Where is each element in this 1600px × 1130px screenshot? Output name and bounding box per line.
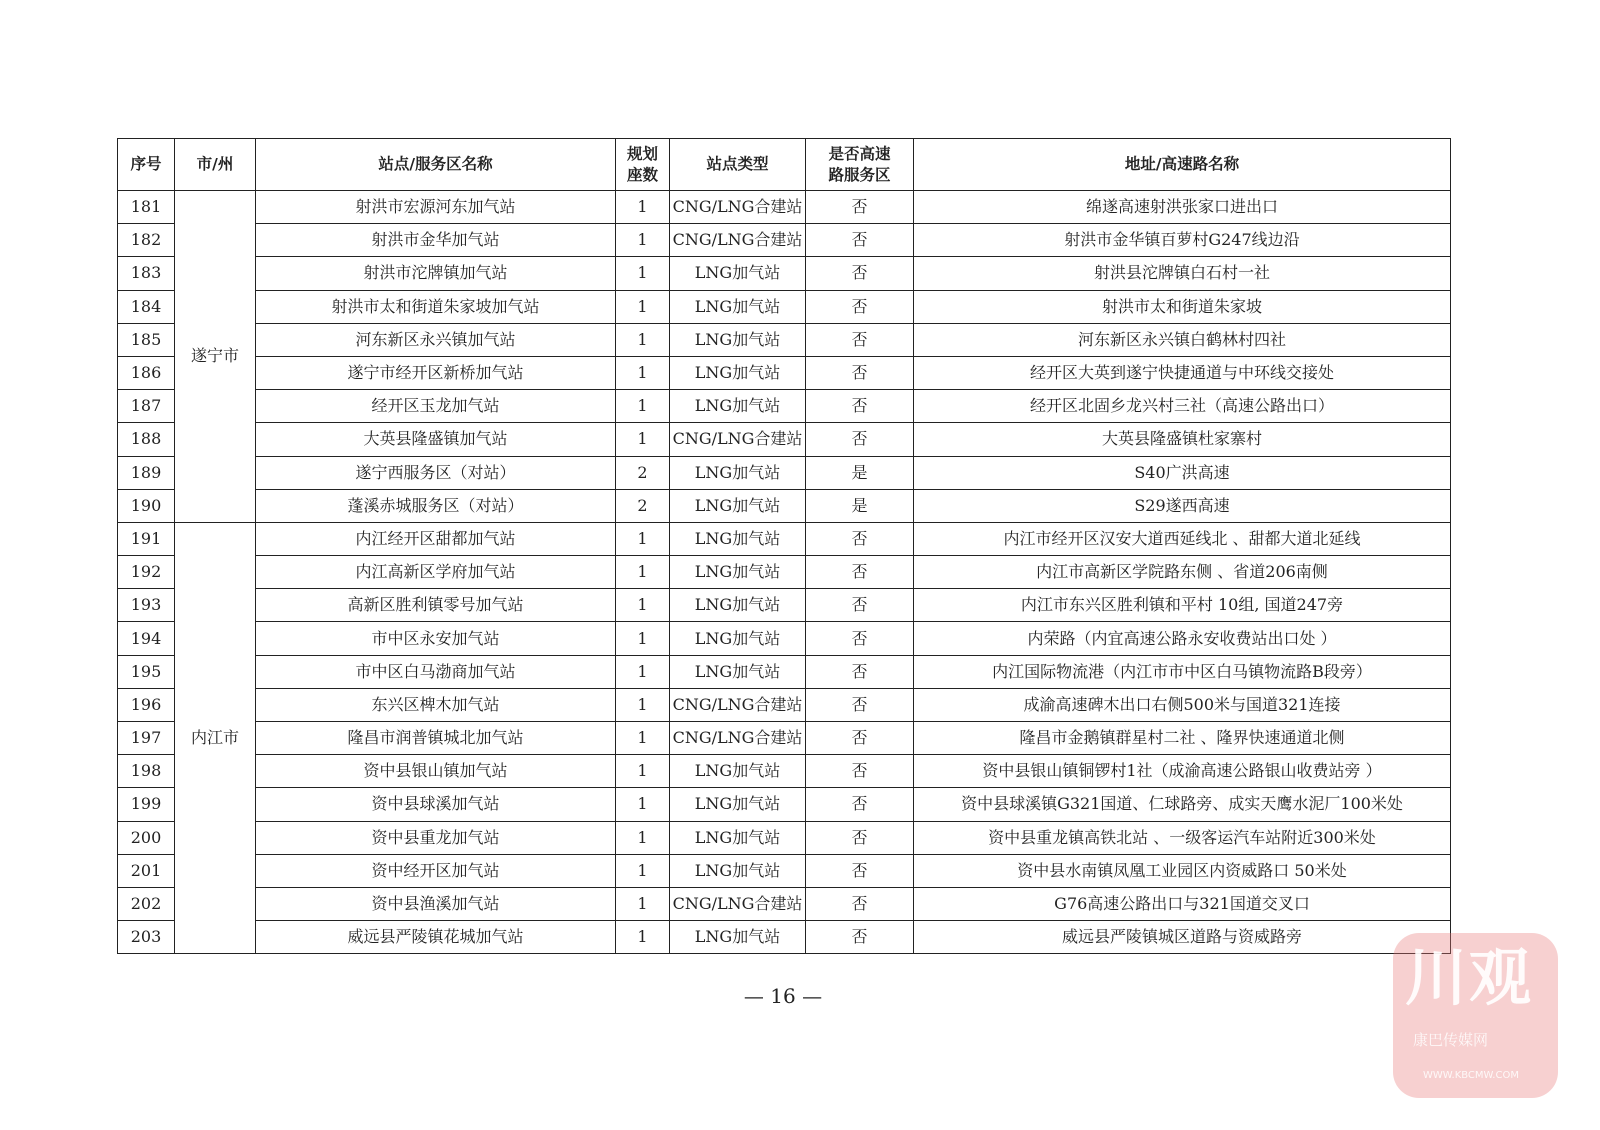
is-expressway: 否 <box>806 224 914 257</box>
row-index: 195 <box>118 655 175 688</box>
station-type: LNG加气站 <box>670 489 806 522</box>
station-type: CNG/LNG合建站 <box>670 191 806 224</box>
address: 射洪市太和街道朱家坡 <box>914 290 1451 323</box>
station-type: CNG/LNG合建站 <box>670 887 806 920</box>
planned-count: 1 <box>616 788 670 821</box>
station-type: LNG加气站 <box>670 290 806 323</box>
header-is-expressway: 是否高速 路服务区 <box>806 139 914 191</box>
planned-count: 1 <box>616 854 670 887</box>
address: 经开区大英到遂宁快捷通道与中环线交接处 <box>914 356 1451 389</box>
address: 资中县球溪镇G321国道、仁球路旁、成实天鹰水泥厂100米处 <box>914 788 1451 821</box>
address: 内江市东兴区胜利镇和平村 10组, 国道247旁 <box>914 589 1451 622</box>
station-name: 隆昌市润普镇城北加气站 <box>256 722 616 755</box>
header-index: 序号 <box>118 139 175 191</box>
station-name: 内江经开区甜都加气站 <box>256 522 616 555</box>
is-expressway: 否 <box>806 522 914 555</box>
address: 内荣路（内宜高速公路永安收费站出口处 ） <box>914 622 1451 655</box>
is-expressway: 否 <box>806 921 914 954</box>
planned-count: 1 <box>616 755 670 788</box>
watermark-logo-text: 川观 <box>1405 941 1534 1014</box>
station-type: LNG加气站 <box>670 622 806 655</box>
is-expressway: 否 <box>806 788 914 821</box>
is-expressway: 否 <box>806 556 914 589</box>
row-index: 186 <box>118 356 175 389</box>
station-type: LNG加气站 <box>670 788 806 821</box>
is-expressway: 否 <box>806 356 914 389</box>
address: 大英县隆盛镇杜家寨村 <box>914 423 1451 456</box>
address: 内江国际物流港（内江市市中区白马镇物流路B段旁） <box>914 655 1451 688</box>
planned-count: 2 <box>616 489 670 522</box>
address: 河东新区永兴镇白鹤林村四社 <box>914 323 1451 356</box>
planned-count: 1 <box>616 556 670 589</box>
row-index: 192 <box>118 556 175 589</box>
planned-count: 1 <box>616 622 670 655</box>
is-expressway: 否 <box>806 821 914 854</box>
station-name: 大英县隆盛镇加气站 <box>256 423 616 456</box>
is-expressway: 否 <box>806 589 914 622</box>
planned-count: 1 <box>616 356 670 389</box>
table-row <box>118 323 1451 356</box>
address: 绵遂高速射洪张家口进出口 <box>914 191 1451 224</box>
row-index: 193 <box>118 589 175 622</box>
planned-count: 1 <box>616 722 670 755</box>
station-name: 市中区永安加气站 <box>256 622 616 655</box>
station-name: 资中县球溪加气站 <box>256 788 616 821</box>
is-expressway: 否 <box>806 390 914 423</box>
station-name: 射洪市沱牌镇加气站 <box>256 257 616 290</box>
station-name: 射洪市宏源河东加气站 <box>256 191 616 224</box>
planned-count: 1 <box>616 224 670 257</box>
table-row <box>118 854 1451 887</box>
planned-count: 1 <box>616 323 670 356</box>
planned-count: 1 <box>616 921 670 954</box>
address: 成渝高速碑木出口右侧500米与国道321连接 <box>914 688 1451 721</box>
table-row <box>118 522 1451 555</box>
address: 隆昌市金鹅镇群星村二社 、隆界快速通道北侧 <box>914 722 1451 755</box>
row-index: 187 <box>118 390 175 423</box>
table-row <box>118 191 1451 224</box>
table-row <box>118 489 1451 522</box>
station-type: LNG加气站 <box>670 921 806 954</box>
station-name: 市中区白马渤商加气站 <box>256 655 616 688</box>
page-number: — 16 — <box>743 984 823 1008</box>
station-type: LNG加气站 <box>670 257 806 290</box>
is-expressway: 否 <box>806 257 914 290</box>
table-row <box>118 589 1451 622</box>
table-row <box>118 423 1451 456</box>
is-expressway: 否 <box>806 191 914 224</box>
row-index: 191 <box>118 522 175 555</box>
row-index: 184 <box>118 290 175 323</box>
city-cell: 遂宁市 <box>175 191 256 523</box>
station-name: 射洪市金华加气站 <box>256 224 616 257</box>
is-expressway: 是 <box>806 489 914 522</box>
station-type: LNG加气站 <box>670 589 806 622</box>
address: 内江市高新区学院路东侧 、省道206南侧 <box>914 556 1451 589</box>
station-name: 东兴区椑木加气站 <box>256 688 616 721</box>
address: S29遂西高速 <box>914 489 1451 522</box>
watermark-url-text: WWW.KBCMW.COM <box>1423 1070 1519 1081</box>
station-name: 蓬溪赤城服务区（对站） <box>256 489 616 522</box>
station-type: LNG加气站 <box>670 556 806 589</box>
row-index: 200 <box>118 821 175 854</box>
is-expressway: 否 <box>806 323 914 356</box>
station-name: 资中县银山镇加气站 <box>256 755 616 788</box>
station-name: 经开区玉龙加气站 <box>256 390 616 423</box>
table-row <box>118 755 1451 788</box>
table-row <box>118 921 1451 954</box>
watermark-sub-text: 康巴传媒网 <box>1413 1031 1489 1049</box>
station-type: LNG加气站 <box>670 456 806 489</box>
station-name: 威远县严陵镇花城加气站 <box>256 921 616 954</box>
station-name: 高新区胜利镇零号加气站 <box>256 589 616 622</box>
station-name: 遂宁西服务区（对站） <box>256 456 616 489</box>
row-index: 190 <box>118 489 175 522</box>
row-index: 203 <box>118 921 175 954</box>
station-name: 河东新区永兴镇加气站 <box>256 323 616 356</box>
address: 内江市经开区汉安大道西延线北 、甜都大道北延线 <box>914 522 1451 555</box>
station-table <box>117 138 1451 954</box>
row-index: 198 <box>118 755 175 788</box>
table-row <box>118 722 1451 755</box>
station-name: 遂宁市经开区新桥加气站 <box>256 356 616 389</box>
row-index: 196 <box>118 688 175 721</box>
city-cell: 内江市 <box>175 522 256 953</box>
station-name: 资中县渔溪加气站 <box>256 887 616 920</box>
planned-count: 1 <box>616 688 670 721</box>
planned-count: 1 <box>616 423 670 456</box>
row-index: 201 <box>118 854 175 887</box>
is-expressway: 否 <box>806 755 914 788</box>
header-station-type: 站点类型 <box>670 139 806 191</box>
row-index: 189 <box>118 456 175 489</box>
row-index: 202 <box>118 887 175 920</box>
table-row <box>118 356 1451 389</box>
station-name: 资中经开区加气站 <box>256 854 616 887</box>
planned-count: 1 <box>616 821 670 854</box>
planned-count: 1 <box>616 655 670 688</box>
station-type: CNG/LNG合建站 <box>670 688 806 721</box>
station-type: LNG加气站 <box>670 755 806 788</box>
header-city: 市/州 <box>175 139 256 191</box>
is-expressway: 否 <box>806 423 914 456</box>
station-type: CNG/LNG合建站 <box>670 722 806 755</box>
station-type: LNG加气站 <box>670 655 806 688</box>
row-index: 199 <box>118 788 175 821</box>
planned-count: 1 <box>616 191 670 224</box>
row-index: 194 <box>118 622 175 655</box>
station-type: LNG加气站 <box>670 821 806 854</box>
is-expressway: 否 <box>806 655 914 688</box>
station-type: CNG/LNG合建站 <box>670 423 806 456</box>
table-row <box>118 788 1451 821</box>
table-row <box>118 556 1451 589</box>
address: 资中县银山镇铜锣村1社（成渝高速公路银山收费站旁 ） <box>914 755 1451 788</box>
planned-count: 1 <box>616 290 670 323</box>
address: 射洪县沱牌镇白石村一社 <box>914 257 1451 290</box>
is-expressway: 是 <box>806 456 914 489</box>
station-type: CNG/LNG合建站 <box>670 224 806 257</box>
table-row <box>118 622 1451 655</box>
station-type: LNG加气站 <box>670 854 806 887</box>
table-row <box>118 290 1451 323</box>
station-type: LNG加气站 <box>670 356 806 389</box>
station-name: 射洪市太和街道朱家坡加气站 <box>256 290 616 323</box>
is-expressway: 否 <box>806 854 914 887</box>
is-expressway: 否 <box>806 290 914 323</box>
header-planned-count: 规划 座数 <box>616 139 670 191</box>
station-name: 资中县重龙加气站 <box>256 821 616 854</box>
address: S40广洪高速 <box>914 456 1451 489</box>
station-type: LNG加气站 <box>670 522 806 555</box>
table-row <box>118 456 1451 489</box>
watermark-logo <box>1393 933 1558 1098</box>
table-row <box>118 224 1451 257</box>
table-header-row <box>118 139 1451 191</box>
station-name: 内江高新区学府加气站 <box>256 556 616 589</box>
planned-count: 2 <box>616 456 670 489</box>
station-type: LNG加气站 <box>670 323 806 356</box>
row-index: 182 <box>118 224 175 257</box>
row-index: 197 <box>118 722 175 755</box>
is-expressway: 否 <box>806 887 914 920</box>
address: 经开区北固乡龙兴村三社（高速公路出口） <box>914 390 1451 423</box>
row-index: 188 <box>118 423 175 456</box>
planned-count: 1 <box>616 589 670 622</box>
row-index: 181 <box>118 191 175 224</box>
planned-count: 1 <box>616 887 670 920</box>
table-row <box>118 688 1451 721</box>
station-type: LNG加气站 <box>670 390 806 423</box>
address: 资中县重龙镇高铁北站 、一级客运汽车站附近300米处 <box>914 821 1451 854</box>
address: 资中县水南镇凤凰工业园区内资威路口 50米处 <box>914 854 1451 887</box>
table-row <box>118 887 1451 920</box>
header-address: 地址/高速路名称 <box>914 139 1451 191</box>
table-row <box>118 821 1451 854</box>
table-row <box>118 257 1451 290</box>
planned-count: 1 <box>616 257 670 290</box>
is-expressway: 否 <box>806 688 914 721</box>
table-row <box>118 390 1451 423</box>
address: 威远县严陵镇城区道路与资威路旁 <box>914 921 1451 954</box>
planned-count: 1 <box>616 390 670 423</box>
table-row <box>118 655 1451 688</box>
is-expressway: 否 <box>806 622 914 655</box>
row-index: 185 <box>118 323 175 356</box>
is-expressway: 否 <box>806 722 914 755</box>
address: 射洪市金华镇百萝村G247线边沿 <box>914 224 1451 257</box>
address: G76高速公路出口与321国道交叉口 <box>914 887 1451 920</box>
planned-count: 1 <box>616 522 670 555</box>
header-station-name: 站点/服务区名称 <box>256 139 616 191</box>
row-index: 183 <box>118 257 175 290</box>
